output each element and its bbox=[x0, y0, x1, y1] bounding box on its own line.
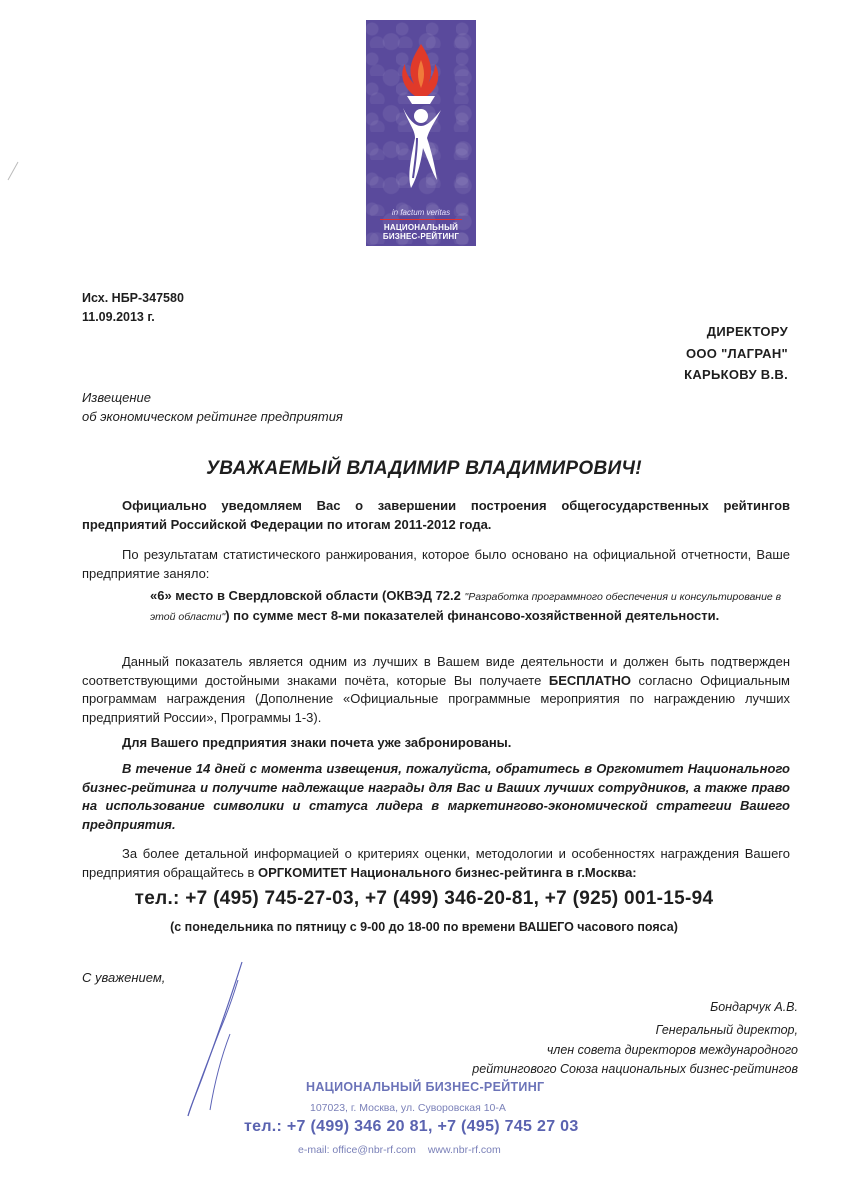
addressee-company: ООО "ЛАГРАН" bbox=[685, 346, 788, 361]
logo-name bbox=[366, 223, 476, 241]
indicator-text-1: Данный показатель является одним из лучших в Вашем виде деятельности и должен быть подтвержден соответствующими достойными знаками почёта, которые Вы получаете bbox=[82, 654, 790, 688]
footer-email: e-mail: office@nbr-rf.com bbox=[298, 1144, 416, 1156]
letter-date: 11.09.2013 г. bbox=[82, 310, 155, 324]
notice-subject: об экономическом рейтинге предприятия bbox=[82, 409, 343, 424]
paragraph-indicator bbox=[82, 653, 790, 727]
logo-motto: in factum veritas bbox=[391, 208, 451, 217]
free-label: БЕСПЛАТНО bbox=[548, 672, 631, 688]
organization-logo bbox=[366, 20, 476, 246]
paragraph-place bbox=[150, 587, 790, 626]
logo-divider bbox=[380, 219, 462, 220]
outgoing-number: Исх. НБР-347580 bbox=[82, 291, 184, 305]
signer-name: Бондарчук А.В. bbox=[710, 1000, 798, 1014]
signer-position: член совета директоров международного bbox=[546, 1043, 798, 1057]
torch-figure-icon bbox=[381, 38, 461, 198]
closing-phrase: С уважением, bbox=[82, 970, 166, 985]
footer-phones: тел.: +7 (499) 346 20 81, +7 (495) 745 27 03 bbox=[244, 1118, 579, 1135]
footer-organization: НАЦИОНАЛЬНЫЙ БИЗНЕС-РЕЙТИНГ bbox=[306, 1080, 545, 1094]
signer-union: рейтингового Союза национальных бизнес-рейтингов bbox=[472, 1062, 798, 1076]
scan-mark bbox=[6, 160, 20, 182]
working-hours: (с понедельника по пятницу с 9-00 до 18-00 по времени ВАШЕГО часового пояса) bbox=[170, 920, 678, 934]
logo-name-line2: БИЗНЕС-РЕЙТИНГ bbox=[382, 232, 460, 241]
notice-label: Извещение bbox=[82, 390, 151, 405]
signer-title: Генеральный директор, bbox=[655, 1023, 798, 1037]
footer-address: 107023, г. Москва, ул. Суворовская 10-А bbox=[310, 1102, 506, 1114]
place-okved-description: "Разработка программного обеспечения и консультирование в этой области" bbox=[150, 591, 782, 623]
indicator-text-2: согласно Официальным программам награждения (Дополнение «Официальные программные мероприятия по награждению лучших предприятий России», Программы 1-3). bbox=[82, 672, 790, 725]
place-text-1: «6» место в Свердловской области (ОКВЭД 72.2 bbox=[150, 588, 465, 603]
paragraph-reserved: Для Вашего предприятия знаки почета уже забронированы. bbox=[122, 735, 512, 750]
footer-contacts bbox=[298, 1144, 501, 1156]
place-text-2: ) по сумме мест 8-ми показателей финансово-хозяйственной деятельности. bbox=[225, 607, 720, 623]
handwritten-signature bbox=[180, 960, 270, 1120]
contact-text: За более детальной информацией о критериях оценки, методологии и особенностях награждения Вашего предприятия обращайтесь в bbox=[82, 846, 790, 880]
paragraph-results: По результатам статистического ранжирования, которое было основано на официальной отчетности, Ваше предприятие заняло: bbox=[82, 547, 790, 581]
orgcommittee-label: ОРГКОМИТЕТ Национального бизнес-рейтинга в г.Москва: bbox=[258, 864, 637, 880]
greeting-heading: УВАЖАЕМЫЙ ВЛАДИМИР ВЛАДИМИРОВИЧ! bbox=[206, 458, 642, 479]
paragraph-intro: Официально уведомляем Вас о завершении построения общегосударственных рейтингов предприятий Российской Федерации по итогам 2011-2012 года. bbox=[82, 498, 790, 532]
logo-name-line1: НАЦИОНАЛЬНЫЙ bbox=[383, 223, 459, 232]
paragraph-contact bbox=[82, 845, 790, 882]
footer-website: www.nbr-rf.com bbox=[427, 1144, 501, 1156]
addressee-title: ДИРЕКТОРУ bbox=[706, 324, 788, 339]
phone-numbers: тел.: +7 (495) 745-27-03, +7 (499) 346-20-81, +7 (925) 001-15-94 bbox=[134, 888, 714, 909]
addressee-name: КАРЬКОВУ В.В. bbox=[684, 367, 788, 382]
paragraph-deadline: В течение 14 дней с момента извещения, пожалуйста, обратитесь в Оргкомитет Национального бизнес-рейтинга и получите надлежащие награды для Вас и Ваших лучших сотрудников, а также право на использование символики и статуса лидера в маркетингово-экономической стратегии Вашего предприятия. bbox=[82, 761, 790, 832]
